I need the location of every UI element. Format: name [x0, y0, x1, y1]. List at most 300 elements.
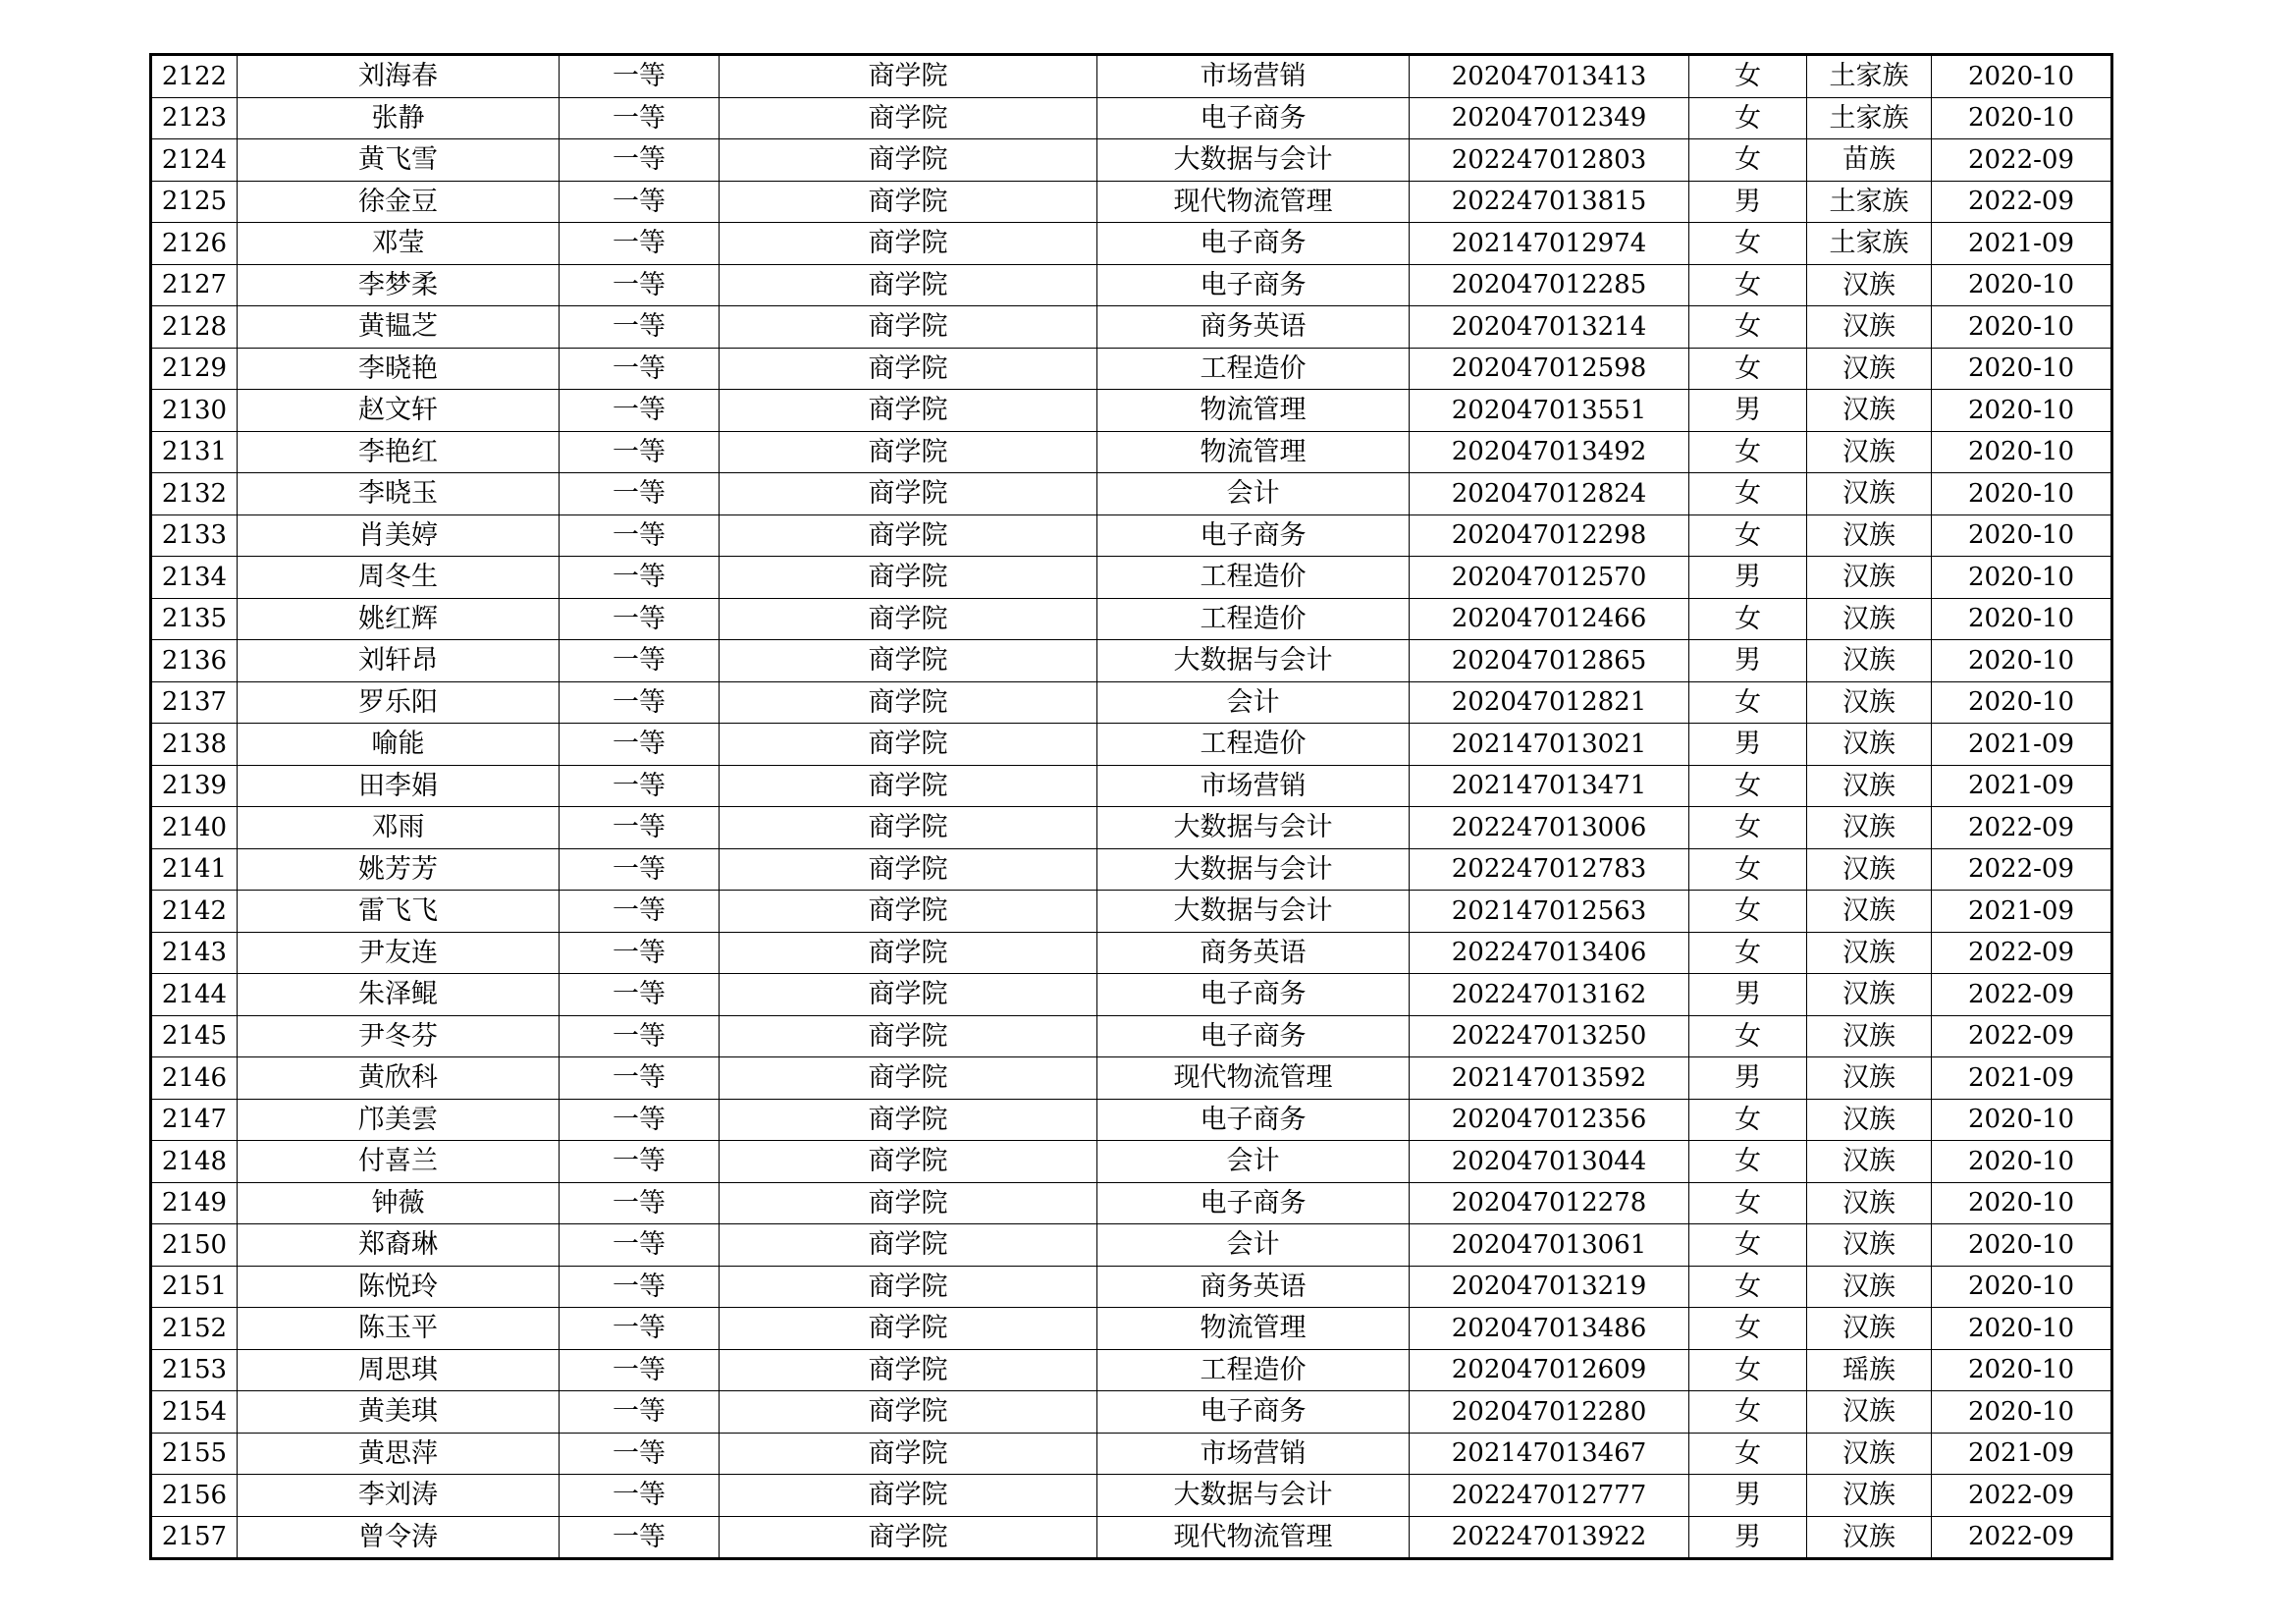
gender-cell: 女: [1689, 848, 1807, 891]
major-cell: 物流管理: [1097, 431, 1410, 473]
student-id-cell: 202047012821: [1410, 681, 1689, 724]
college-cell: 商学院: [720, 97, 1097, 139]
gender-cell: 女: [1689, 264, 1807, 306]
row-number: 2126: [151, 223, 238, 265]
college-cell: 商学院: [720, 55, 1097, 98]
table-row: [151, 473, 2112, 515]
major-cell: 电子商务: [1097, 1015, 1410, 1057]
grade-cell: 一等: [560, 1015, 720, 1057]
name-cell: 姚芳芳: [238, 848, 560, 891]
name-cell: 李艳红: [238, 431, 560, 473]
table-row: [151, 431, 2112, 473]
college-cell: 商学院: [720, 1266, 1097, 1308]
table-row: [151, 181, 2112, 223]
enrollment-date-cell: 2020-10: [1932, 640, 2112, 682]
ethnicity-cell: 汉族: [1807, 640, 1932, 682]
grade-cell: 一等: [560, 1391, 720, 1434]
student-id-cell: 202247013162: [1410, 974, 1689, 1016]
grade-cell: 一等: [560, 223, 720, 265]
gender-cell: 女: [1689, 1015, 1807, 1057]
major-cell: 工程造价: [1097, 598, 1410, 640]
college-cell: 商学院: [720, 724, 1097, 766]
grade-cell: 一等: [560, 974, 720, 1016]
name-cell: 黄美琪: [238, 1391, 560, 1434]
gender-cell: 女: [1689, 765, 1807, 807]
student-id-cell: 202247013250: [1410, 1015, 1689, 1057]
gender-cell: 男: [1689, 390, 1807, 432]
row-number: 2155: [151, 1433, 238, 1475]
enrollment-date-cell: 2020-10: [1932, 264, 2112, 306]
table-row: [151, 55, 2112, 98]
college-cell: 商学院: [720, 807, 1097, 849]
row-number: 2136: [151, 640, 238, 682]
enrollment-date-cell: 2022-09: [1932, 974, 2112, 1016]
college-cell: 商学院: [720, 1433, 1097, 1475]
enrollment-date-cell: 2022-09: [1932, 1475, 2112, 1517]
row-number: 2147: [151, 1099, 238, 1141]
name-cell: 张静: [238, 97, 560, 139]
name-cell: 周思琪: [238, 1349, 560, 1391]
row-number: 2157: [151, 1516, 238, 1559]
major-cell: 工程造价: [1097, 557, 1410, 599]
grade-cell: 一等: [560, 1057, 720, 1100]
name-cell: 邝美雲: [238, 1099, 560, 1141]
major-cell: 现代物流管理: [1097, 1516, 1410, 1559]
table-row: [151, 223, 2112, 265]
major-cell: 市场营销: [1097, 55, 1410, 98]
ethnicity-cell: 汉族: [1807, 681, 1932, 724]
college-cell: 商学院: [720, 139, 1097, 182]
enrollment-date-cell: 2020-10: [1932, 1266, 2112, 1308]
ethnicity-cell: 汉族: [1807, 724, 1932, 766]
major-cell: 工程造价: [1097, 1349, 1410, 1391]
gender-cell: 女: [1689, 932, 1807, 974]
major-cell: 电子商务: [1097, 974, 1410, 1016]
ethnicity-cell: 苗族: [1807, 139, 1932, 182]
student-id-cell: 202247012783: [1410, 848, 1689, 891]
gender-cell: 女: [1689, 681, 1807, 724]
row-number: 2150: [151, 1224, 238, 1267]
student-id-cell: 202147012563: [1410, 891, 1689, 933]
ethnicity-cell: 汉族: [1807, 390, 1932, 432]
ethnicity-cell: 汉族: [1807, 557, 1932, 599]
college-cell: 商学院: [720, 765, 1097, 807]
gender-cell: 女: [1689, 55, 1807, 98]
name-cell: 罗乐阳: [238, 681, 560, 724]
grade-cell: 一等: [560, 598, 720, 640]
gender-cell: 男: [1689, 1475, 1807, 1517]
table-row: [151, 974, 2112, 1016]
table-row: [151, 306, 2112, 349]
ethnicity-cell: 汉族: [1807, 598, 1932, 640]
major-cell: 会计: [1097, 473, 1410, 515]
enrollment-date-cell: 2021-09: [1932, 223, 2112, 265]
major-cell: 大数据与会计: [1097, 1475, 1410, 1517]
row-number: 2132: [151, 473, 238, 515]
student-id-cell: 202047013214: [1410, 306, 1689, 349]
row-number: 2138: [151, 724, 238, 766]
name-cell: 黄思萍: [238, 1433, 560, 1475]
table-row: [151, 139, 2112, 182]
student-id-cell: 202047012349: [1410, 97, 1689, 139]
ethnicity-cell: 汉族: [1807, 1015, 1932, 1057]
college-cell: 商学院: [720, 181, 1097, 223]
grade-cell: 一等: [560, 139, 720, 182]
college-cell: 商学院: [720, 1516, 1097, 1559]
table-row: [151, 765, 2112, 807]
table-row: [151, 514, 2112, 557]
college-cell: 商学院: [720, 598, 1097, 640]
gender-cell: 女: [1689, 514, 1807, 557]
grade-cell: 一等: [560, 932, 720, 974]
student-id-cell: 202047013061: [1410, 1224, 1689, 1267]
student-id-cell: 202247012777: [1410, 1475, 1689, 1517]
name-cell: 黄韫芝: [238, 306, 560, 349]
gender-cell: 女: [1689, 306, 1807, 349]
name-cell: 邓莹: [238, 223, 560, 265]
ethnicity-cell: 土家族: [1807, 55, 1932, 98]
enrollment-date-cell: 2020-10: [1932, 55, 2112, 98]
table-row: [151, 1475, 2112, 1517]
college-cell: 商学院: [720, 431, 1097, 473]
major-cell: 电子商务: [1097, 264, 1410, 306]
row-number: 2137: [151, 681, 238, 724]
name-cell: 曾令涛: [238, 1516, 560, 1559]
ethnicity-cell: 汉族: [1807, 891, 1932, 933]
student-id-cell: 202047012570: [1410, 557, 1689, 599]
ethnicity-cell: 汉族: [1807, 1391, 1932, 1434]
student-id-cell: 202047013044: [1410, 1141, 1689, 1183]
college-cell: 商学院: [720, 223, 1097, 265]
row-number: 2156: [151, 1475, 238, 1517]
table-row: [151, 1015, 2112, 1057]
ethnicity-cell: 汉族: [1807, 1099, 1932, 1141]
name-cell: 周冬生: [238, 557, 560, 599]
enrollment-date-cell: 2021-09: [1932, 765, 2112, 807]
ethnicity-cell: 汉族: [1807, 1516, 1932, 1559]
college-cell: 商学院: [720, 891, 1097, 933]
grade-cell: 一等: [560, 1141, 720, 1183]
table-row: [151, 640, 2112, 682]
student-id-cell: 202147013021: [1410, 724, 1689, 766]
table-row: [151, 1099, 2112, 1141]
college-cell: 商学院: [720, 557, 1097, 599]
row-number: 2134: [151, 557, 238, 599]
student-id-cell: 202047013551: [1410, 390, 1689, 432]
ethnicity-cell: 土家族: [1807, 97, 1932, 139]
student-id-cell: 202047012356: [1410, 1099, 1689, 1141]
name-cell: 雷飞飞: [238, 891, 560, 933]
college-cell: 商学院: [720, 1141, 1097, 1183]
table-row: [151, 724, 2112, 766]
college-cell: 商学院: [720, 1308, 1097, 1350]
name-cell: 姚红辉: [238, 598, 560, 640]
ethnicity-cell: 汉族: [1807, 1266, 1932, 1308]
table-body: [151, 55, 2112, 1559]
grade-cell: 一等: [560, 348, 720, 390]
table-row: [151, 932, 2112, 974]
row-number: 2124: [151, 139, 238, 182]
ethnicity-cell: 汉族: [1807, 1141, 1932, 1183]
grade-cell: 一等: [560, 97, 720, 139]
enrollment-date-cell: 2020-10: [1932, 681, 2112, 724]
row-number: 2131: [151, 431, 238, 473]
row-number: 2128: [151, 306, 238, 349]
student-id-cell: 202047013486: [1410, 1308, 1689, 1350]
gender-cell: 女: [1689, 223, 1807, 265]
table-row: [151, 1057, 2112, 1100]
name-cell: 喻能: [238, 724, 560, 766]
enrollment-date-cell: 2020-10: [1932, 1308, 2112, 1350]
table-row: [151, 1349, 2112, 1391]
ethnicity-cell: 土家族: [1807, 181, 1932, 223]
grade-cell: 一等: [560, 557, 720, 599]
college-cell: 商学院: [720, 514, 1097, 557]
grade-cell: 一等: [560, 1308, 720, 1350]
name-cell: 陈玉平: [238, 1308, 560, 1350]
table-row: [151, 348, 2112, 390]
student-id-cell: 202047012824: [1410, 473, 1689, 515]
name-cell: 郑裔琳: [238, 1224, 560, 1267]
grade-cell: 一等: [560, 264, 720, 306]
enrollment-date-cell: 2022-09: [1932, 848, 2112, 891]
ethnicity-cell: 汉族: [1807, 1057, 1932, 1100]
gender-cell: 女: [1689, 1099, 1807, 1141]
gender-cell: 女: [1689, 473, 1807, 515]
ethnicity-cell: 汉族: [1807, 932, 1932, 974]
major-cell: 商务英语: [1097, 1266, 1410, 1308]
gender-cell: 女: [1689, 807, 1807, 849]
row-number: 2154: [151, 1391, 238, 1434]
name-cell: 朱泽鲲: [238, 974, 560, 1016]
enrollment-date-cell: 2020-10: [1932, 431, 2112, 473]
grade-cell: 一等: [560, 306, 720, 349]
enrollment-date-cell: 2022-09: [1932, 1516, 2112, 1559]
row-number: 2152: [151, 1308, 238, 1350]
row-number: 2135: [151, 598, 238, 640]
student-id-cell: 202147013467: [1410, 1433, 1689, 1475]
grade-cell: 一等: [560, 514, 720, 557]
row-number: 2149: [151, 1182, 238, 1224]
enrollment-date-cell: 2020-10: [1932, 557, 2112, 599]
major-cell: 物流管理: [1097, 390, 1410, 432]
enrollment-date-cell: 2020-10: [1932, 473, 2112, 515]
enrollment-date-cell: 2020-10: [1932, 1182, 2112, 1224]
name-cell: 李梦柔: [238, 264, 560, 306]
name-cell: 陈悦玲: [238, 1266, 560, 1308]
enrollment-date-cell: 2021-09: [1932, 1433, 2112, 1475]
gender-cell: 女: [1689, 1266, 1807, 1308]
ethnicity-cell: 汉族: [1807, 1182, 1932, 1224]
major-cell: 大数据与会计: [1097, 139, 1410, 182]
college-cell: 商学院: [720, 1015, 1097, 1057]
name-cell: 黄欣科: [238, 1057, 560, 1100]
enrollment-date-cell: 2021-09: [1932, 1057, 2112, 1100]
student-id-cell: 202047012466: [1410, 598, 1689, 640]
enrollment-date-cell: 2020-10: [1932, 1391, 2112, 1434]
student-id-cell: 202247013922: [1410, 1516, 1689, 1559]
grade-cell: 一等: [560, 1224, 720, 1267]
row-number: 2129: [151, 348, 238, 390]
row-number: 2130: [151, 390, 238, 432]
student-id-cell: 202047012298: [1410, 514, 1689, 557]
table-row: [151, 557, 2112, 599]
gender-cell: 男: [1689, 974, 1807, 1016]
table-row: [151, 1516, 2112, 1559]
table-row: [151, 891, 2112, 933]
grade-cell: 一等: [560, 431, 720, 473]
college-cell: 商学院: [720, 974, 1097, 1016]
student-id-cell: 202047012285: [1410, 264, 1689, 306]
name-cell: 田李娟: [238, 765, 560, 807]
table-row: [151, 1141, 2112, 1183]
college-cell: 商学院: [720, 932, 1097, 974]
table-row: [151, 1433, 2112, 1475]
ethnicity-cell: 汉族: [1807, 306, 1932, 349]
ethnicity-cell: 瑶族: [1807, 1349, 1932, 1391]
college-cell: 商学院: [720, 1349, 1097, 1391]
name-cell: 刘海春: [238, 55, 560, 98]
college-cell: 商学院: [720, 1391, 1097, 1434]
major-cell: 现代物流管理: [1097, 1057, 1410, 1100]
grade-cell: 一等: [560, 765, 720, 807]
enrollment-date-cell: 2022-09: [1932, 932, 2112, 974]
gender-cell: 女: [1689, 139, 1807, 182]
student-id-cell: 202147012974: [1410, 223, 1689, 265]
name-cell: 赵文轩: [238, 390, 560, 432]
grade-cell: 一等: [560, 640, 720, 682]
student-table: [149, 53, 2113, 1560]
major-cell: 市场营销: [1097, 1433, 1410, 1475]
student-id-cell: 202047012598: [1410, 348, 1689, 390]
major-cell: 会计: [1097, 1224, 1410, 1267]
student-id-cell: 202047012278: [1410, 1182, 1689, 1224]
major-cell: 电子商务: [1097, 223, 1410, 265]
major-cell: 商务英语: [1097, 306, 1410, 349]
enrollment-date-cell: 2020-10: [1932, 1224, 2112, 1267]
grade-cell: 一等: [560, 1475, 720, 1517]
row-number: 2153: [151, 1349, 238, 1391]
gender-cell: 女: [1689, 1308, 1807, 1350]
grade-cell: 一等: [560, 848, 720, 891]
major-cell: 会计: [1097, 1141, 1410, 1183]
enrollment-date-cell: 2020-10: [1932, 306, 2112, 349]
table-row: [151, 264, 2112, 306]
major-cell: 市场营销: [1097, 765, 1410, 807]
table-row: [151, 1224, 2112, 1267]
student-id-cell: 202247013815: [1410, 181, 1689, 223]
enrollment-date-cell: 2020-10: [1932, 1141, 2112, 1183]
student-id-cell: 202047013219: [1410, 1266, 1689, 1308]
student-id-cell: 202047012865: [1410, 640, 1689, 682]
row-number: 2148: [151, 1141, 238, 1183]
major-cell: 会计: [1097, 681, 1410, 724]
row-number: 2127: [151, 264, 238, 306]
table-row: [151, 681, 2112, 724]
grade-cell: 一等: [560, 55, 720, 98]
major-cell: 电子商务: [1097, 1182, 1410, 1224]
name-cell: 肖美婷: [238, 514, 560, 557]
ethnicity-cell: 汉族: [1807, 1224, 1932, 1267]
gender-cell: 女: [1689, 431, 1807, 473]
ethnicity-cell: 汉族: [1807, 431, 1932, 473]
gender-cell: 女: [1689, 1224, 1807, 1267]
grade-cell: 一等: [560, 390, 720, 432]
enrollment-date-cell: 2020-10: [1932, 390, 2112, 432]
table-row: [151, 97, 2112, 139]
row-number: 2125: [151, 181, 238, 223]
ethnicity-cell: 土家族: [1807, 223, 1932, 265]
row-number: 2123: [151, 97, 238, 139]
enrollment-date-cell: 2020-10: [1932, 97, 2112, 139]
ethnicity-cell: 汉族: [1807, 264, 1932, 306]
grade-cell: 一等: [560, 891, 720, 933]
name-cell: 尹冬芬: [238, 1015, 560, 1057]
enrollment-date-cell: 2021-09: [1932, 891, 2112, 933]
grade-cell: 一等: [560, 1182, 720, 1224]
ethnicity-cell: 汉族: [1807, 473, 1932, 515]
gender-cell: 男: [1689, 724, 1807, 766]
grade-cell: 一等: [560, 1433, 720, 1475]
student-id-cell: 202047012609: [1410, 1349, 1689, 1391]
major-cell: 大数据与会计: [1097, 807, 1410, 849]
gender-cell: 男: [1689, 181, 1807, 223]
gender-cell: 女: [1689, 598, 1807, 640]
gender-cell: 女: [1689, 97, 1807, 139]
grade-cell: 一等: [560, 1516, 720, 1559]
gender-cell: 男: [1689, 557, 1807, 599]
row-number: 2140: [151, 807, 238, 849]
name-cell: 尹友连: [238, 932, 560, 974]
college-cell: 商学院: [720, 390, 1097, 432]
grade-cell: 一等: [560, 681, 720, 724]
student-id-cell: 202047013492: [1410, 431, 1689, 473]
row-number: 2144: [151, 974, 238, 1016]
college-cell: 商学院: [720, 306, 1097, 349]
college-cell: 商学院: [720, 1182, 1097, 1224]
table-row: [151, 1308, 2112, 1350]
row-number: 2143: [151, 932, 238, 974]
name-cell: 徐金豆: [238, 181, 560, 223]
ethnicity-cell: 汉族: [1807, 807, 1932, 849]
major-cell: 电子商务: [1097, 97, 1410, 139]
grade-cell: 一等: [560, 1349, 720, 1391]
name-cell: 李刘涛: [238, 1475, 560, 1517]
ethnicity-cell: 汉族: [1807, 1308, 1932, 1350]
student-id-cell: 202047013413: [1410, 55, 1689, 98]
college-cell: 商学院: [720, 1475, 1097, 1517]
student-id-cell: 202247012803: [1410, 139, 1689, 182]
gender-cell: 女: [1689, 891, 1807, 933]
college-cell: 商学院: [720, 1057, 1097, 1100]
student-id-cell: 202247013006: [1410, 807, 1689, 849]
college-cell: 商学院: [720, 640, 1097, 682]
table-row: [151, 390, 2112, 432]
table-row: [151, 1182, 2112, 1224]
enrollment-date-cell: 2020-10: [1932, 348, 2112, 390]
table-row: [151, 598, 2112, 640]
major-cell: 电子商务: [1097, 1391, 1410, 1434]
major-cell: 大数据与会计: [1097, 891, 1410, 933]
major-cell: 工程造价: [1097, 724, 1410, 766]
table-row: [151, 807, 2112, 849]
ethnicity-cell: 汉族: [1807, 848, 1932, 891]
table-row: [151, 848, 2112, 891]
gender-cell: 女: [1689, 1433, 1807, 1475]
grade-cell: 一等: [560, 724, 720, 766]
gender-cell: 男: [1689, 1516, 1807, 1559]
major-cell: 电子商务: [1097, 1099, 1410, 1141]
